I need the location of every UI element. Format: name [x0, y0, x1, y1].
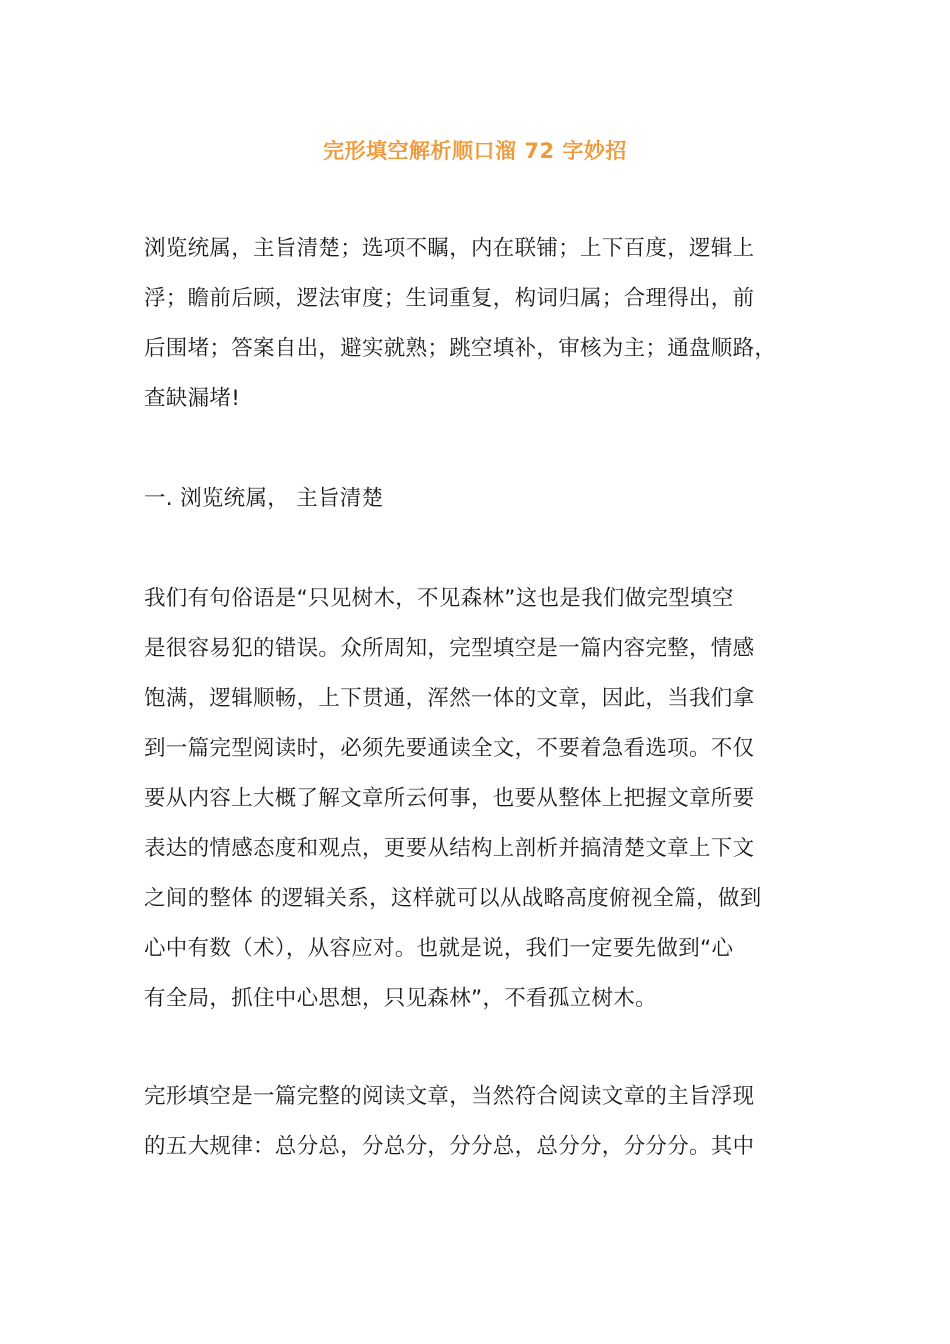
paragraph-line: 到一篇完型阅读时，必须先要通读全文，不要着急看选项。不仅: [144, 736, 755, 761]
paragraph-line: 心中有数（术），从容应对。也就是说，我们一定要先做到“心: [144, 936, 734, 961]
summary-line: 查缺漏堵!: [144, 386, 241, 411]
paragraph-line: 表达的情感态度和观点，更要从结构上剖析并搞清楚文章上下文: [144, 836, 755, 861]
summary-line: 后围堵；答案自出，避实就熟；跳空填补，审核为主；通盘顺路，: [144, 336, 777, 361]
section-heading: 一. 浏览统属， 主旨清楚: [144, 486, 384, 511]
paragraph-line: 完形填空是一篇完整的阅读文章，当然符合阅读文章的主旨浮现: [144, 1084, 755, 1109]
summary-verse: [144, 224, 830, 424]
paragraph-line: 是很容易犯的错误。众所周知，完型填空是一篇内容完整，情感: [144, 636, 755, 661]
paragraph-line: 的五大规律：总分总，分总分，分分总，总分分，分分分。其中: [144, 1134, 755, 1159]
section-heading-block: [144, 474, 830, 524]
paragraph-line: 有全局，抓住中心思想，只见森林”，不看孤立树木。: [144, 986, 657, 1011]
paragraph-2: [144, 1072, 830, 1172]
paragraph-line: 饱满，逻辑顺畅，上下贯通，浑然一体的文章，因此，当我们拿: [144, 686, 755, 711]
document-title: 完形填空解析顺口溜 72 字妙招: [323, 139, 627, 163]
paragraph-line: 我们有句俗语是“只见树木，不见森林”这也是我们做完型填空: [144, 586, 734, 611]
paragraph-1: [144, 574, 830, 1024]
summary-line: 浏览统属，主旨清楚；选项不瞩，内在联铺；上下百度，逻辑上: [144, 236, 755, 261]
summary-line: 浮；瞻前后顾，逻法审度；生词重复，构词归属；合理得出，前: [144, 286, 755, 311]
paragraph-line: 要从内容上大概了解文章所云何事，也要从整体上把握文章所要: [144, 786, 755, 811]
paragraph-line: 之间的整体 的逻辑关系，这样就可以从战略高度俯视全篇，做到: [144, 886, 762, 911]
